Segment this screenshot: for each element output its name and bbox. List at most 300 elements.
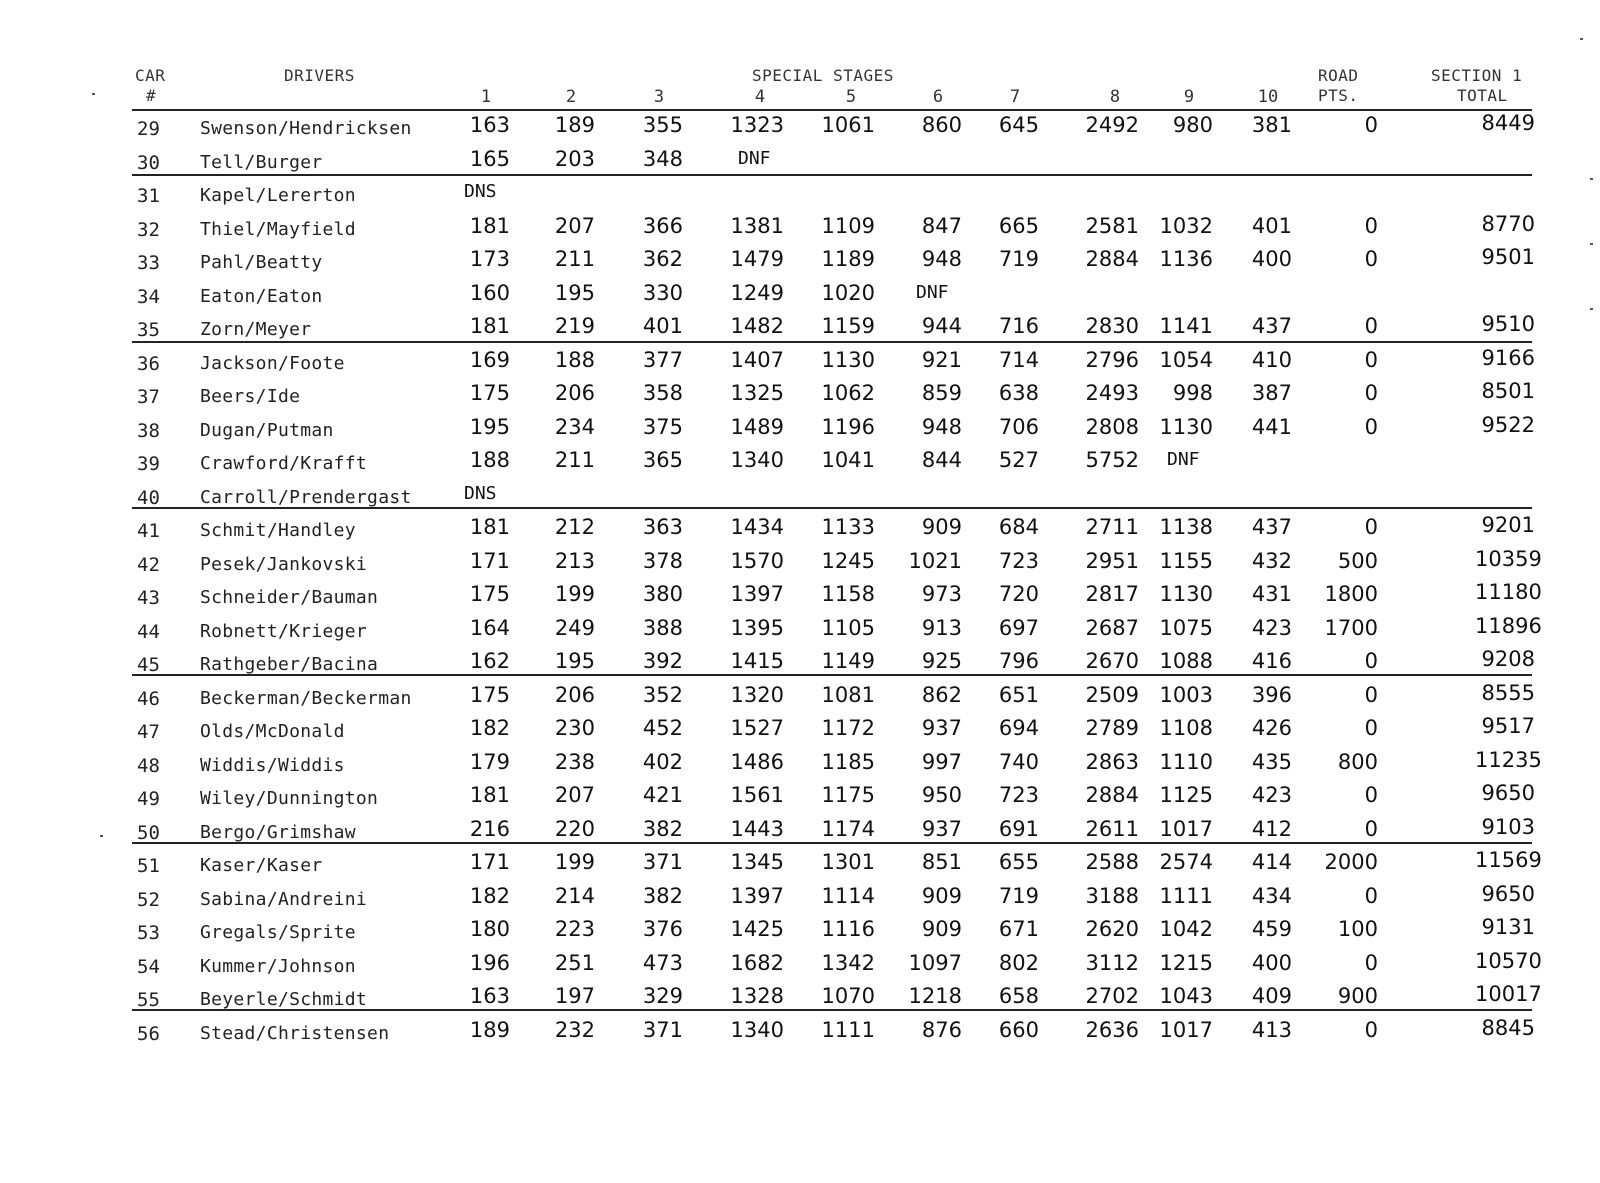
stage-8-time: 2588 <box>1085 850 1139 874</box>
stage-5-header: 5 <box>845 87 857 107</box>
stage-7-time: 716 <box>998 314 1039 338</box>
stage-9-time: 1108 <box>1159 716 1213 740</box>
section-total: 9650 <box>1481 781 1535 805</box>
road-points: 0 <box>1364 247 1378 271</box>
stage-10-time: 381 <box>1251 113 1292 137</box>
stage-6-time: 921 <box>921 347 962 372</box>
section-total: 9166 <box>1481 345 1535 370</box>
road-points: 0 <box>1364 515 1378 539</box>
road-points: 0 <box>1364 783 1378 807</box>
road-points: 0 <box>1364 682 1378 707</box>
stage-9-time: 980 <box>1172 113 1213 137</box>
stage-8-time: 2509 <box>1085 682 1139 707</box>
driver-names: Dugan/Putman <box>200 419 334 441</box>
stage-9-time: 1111 <box>1159 883 1213 908</box>
stage-6-time: 847 <box>921 213 962 238</box>
car-number: 55 <box>137 989 160 1011</box>
stage-4-time: 1395 <box>730 615 784 640</box>
stage-2-time: 199 <box>554 582 595 606</box>
car-number: 31 <box>137 185 160 207</box>
stage-10-time: 400 <box>1251 247 1292 271</box>
stage-10-time: 409 <box>1251 984 1292 1008</box>
stage-1-time: 189 <box>469 1017 510 1042</box>
driver-names: Robnett/Krieger <box>200 620 368 642</box>
stage-5-time: 1130 <box>821 347 875 372</box>
stage-6-time: 844 <box>921 448 962 472</box>
stage-3-time: 382 <box>642 883 683 908</box>
driver-names: Beyerle/Schmidt <box>200 989 368 1010</box>
stage-6-time: 937 <box>921 716 962 740</box>
stage-9-time: 998 <box>1172 381 1213 405</box>
stage-6-time: 937 <box>921 816 962 841</box>
car-number: 36 <box>137 352 160 375</box>
stage-2-time: 207 <box>554 213 595 238</box>
stage-1-time: 179 <box>469 749 510 774</box>
stage-4-time: DNF <box>738 147 771 169</box>
stage-2-time: 199 <box>554 850 595 874</box>
stage-2-time: 249 <box>554 615 595 640</box>
stage-6-time: 925 <box>921 649 962 673</box>
stage-3-time: 421 <box>642 783 683 807</box>
stage-2-time: 197 <box>554 984 595 1008</box>
stage-10-time: 437 <box>1251 515 1292 539</box>
stage-9-time: 1155 <box>1159 548 1213 573</box>
stage-3-time: 352 <box>642 682 683 707</box>
stage-2-time: 211 <box>554 247 595 271</box>
road-points: 0 <box>1364 716 1378 740</box>
stage-10-time: 412 <box>1251 816 1292 841</box>
road-points: 0 <box>1364 883 1378 908</box>
stage-5-time: 1342 <box>821 950 875 975</box>
car-number: 33 <box>137 252 160 274</box>
driver-names: Olds/McDonald <box>200 721 345 742</box>
stage-8-time: 2808 <box>1085 414 1139 439</box>
road-points: 0 <box>1364 414 1378 439</box>
stage-7-time: 691 <box>998 816 1039 841</box>
stage-3-time: 366 <box>642 213 683 238</box>
stage-7-time: 658 <box>998 984 1039 1008</box>
driver-names: Rathgeber/Bacina <box>200 654 379 675</box>
stage-5-time: 1196 <box>821 414 875 439</box>
stage-2-time: 251 <box>554 950 595 975</box>
stage-9-time: 1054 <box>1159 347 1213 372</box>
stage-10-time: 426 <box>1251 716 1292 740</box>
header-car-number: # <box>146 86 157 105</box>
stage-3-time: 392 <box>642 649 683 673</box>
stage-4-time: 1434 <box>730 515 784 539</box>
section-total: 8449 <box>1481 111 1535 135</box>
stage-9-time: 1130 <box>1159 414 1213 439</box>
stage-9-time: 1125 <box>1159 783 1213 807</box>
driver-names: Eaton/Eaton <box>200 285 323 307</box>
car-number: 32 <box>137 218 160 241</box>
stage-6-time: 876 <box>921 1017 962 1042</box>
road-points: 0 <box>1364 381 1378 405</box>
stage-4-time: 1489 <box>730 414 784 439</box>
stage-1-time: 165 <box>469 146 510 171</box>
stage-8-time: 2884 <box>1085 247 1139 271</box>
stage-4-time: 1561 <box>730 783 784 807</box>
stage-8-time: 2863 <box>1085 749 1139 774</box>
stage-10-time: 414 <box>1251 850 1292 874</box>
car-number: 56 <box>137 1022 160 1045</box>
stage-7-time: 527 <box>998 448 1039 472</box>
stage-1-time: 181 <box>469 213 510 238</box>
stage-7-time: 645 <box>998 113 1039 137</box>
driver-names: Gregals/Sprite <box>200 922 356 943</box>
stage-4-time: 1527 <box>730 716 784 740</box>
stage-10-time: 441 <box>1251 414 1292 439</box>
stage-6-time: 909 <box>921 515 962 539</box>
section-total: 9522 <box>1481 412 1535 437</box>
stage-4-time: 1482 <box>730 314 784 338</box>
stage-1-header: 1 <box>480 87 492 107</box>
driver-names: Schmit/Handley <box>200 520 356 541</box>
stage-4-time: 1415 <box>730 649 784 673</box>
stage-9-time: 1215 <box>1159 950 1213 975</box>
stage-3-time: 452 <box>642 716 683 740</box>
stage-8-time: 2830 <box>1085 314 1139 338</box>
stage-8-time: 3188 <box>1085 883 1139 908</box>
stage-8-time: 2611 <box>1085 816 1139 841</box>
section-total: 9208 <box>1481 647 1535 671</box>
stage-7-time: 651 <box>998 682 1039 707</box>
stage-9-time: DNF <box>1167 449 1200 470</box>
stage-1-time: 181 <box>469 783 510 807</box>
road-points: 1700 <box>1324 615 1378 640</box>
stage-1-time: 175 <box>469 582 510 606</box>
stage-10-time: 387 <box>1251 381 1292 405</box>
car-number: 47 <box>137 721 160 743</box>
car-number: 50 <box>137 821 160 844</box>
stage-7-time: 694 <box>998 716 1039 740</box>
stage-2-time: 195 <box>554 280 595 305</box>
driver-names: Stead/Christensen <box>200 1022 390 1044</box>
scan-mark <box>1590 308 1593 310</box>
car-number: 53 <box>137 922 160 944</box>
section-total: 10017 <box>1475 982 1542 1006</box>
car-number: 35 <box>137 319 160 341</box>
stage-8-time: 2687 <box>1085 615 1139 640</box>
header-special-stages: SPECIAL STAGES <box>752 66 894 85</box>
stage-2-time: 230 <box>554 716 595 740</box>
stage-8-time: 2493 <box>1085 381 1139 405</box>
stage-1-time: 171 <box>469 850 510 874</box>
stage-7-time: 723 <box>998 783 1039 807</box>
stage-1-time: 171 <box>469 548 510 573</box>
section-total: 11180 <box>1475 580 1542 604</box>
driver-names: Jackson/Foote <box>200 352 345 374</box>
stage-6-time: 859 <box>921 381 962 405</box>
header-section: SECTION 1 <box>1431 66 1523 85</box>
section-total: 9103 <box>1481 814 1535 839</box>
header-rule <box>132 109 1532 111</box>
stage-5-time: 1105 <box>821 615 875 640</box>
road-points: 500 <box>1337 548 1378 573</box>
stage-5-time: 1081 <box>821 682 875 707</box>
car-number: 51 <box>137 855 160 877</box>
road-points: 0 <box>1364 314 1378 338</box>
stage-1-time: 182 <box>469 716 510 740</box>
stage-8-time: 2702 <box>1085 984 1139 1008</box>
section-total: 11235 <box>1475 747 1542 772</box>
road-points: 0 <box>1364 113 1378 137</box>
stage-4-time: 1570 <box>730 548 784 573</box>
scan-mark <box>1580 38 1583 40</box>
road-points: 100 <box>1337 917 1378 941</box>
driver-names: Kummer/Johnson <box>200 955 356 977</box>
driver-names: Schneider/Bauman <box>200 587 379 608</box>
stage-2-time: 207 <box>554 783 595 807</box>
stage-4-time: 1381 <box>730 213 784 238</box>
car-number: 38 <box>137 419 160 442</box>
stage-4-time: 1479 <box>730 247 784 271</box>
stage-10-time: 396 <box>1251 682 1292 707</box>
stage-5-time: 1185 <box>821 749 875 774</box>
driver-names: Crawford/Krafft <box>200 453 368 474</box>
stage-6-time: 851 <box>921 850 962 874</box>
stage-4-time: 1425 <box>730 917 784 941</box>
stage-4-time: 1320 <box>730 682 784 707</box>
stage-2-time: 234 <box>554 414 595 439</box>
stage-1-time: 164 <box>469 615 510 640</box>
stage-5-time: 1301 <box>821 850 875 874</box>
car-number: 52 <box>137 888 160 911</box>
stage-7-time: 697 <box>998 615 1039 640</box>
scan-mark <box>100 835 103 837</box>
stage-9-time: 1042 <box>1159 917 1213 941</box>
car-number: 34 <box>137 285 160 308</box>
stage-6-time: 913 <box>921 615 962 640</box>
stage-8-time: 2789 <box>1085 716 1139 740</box>
stage-6-time: 909 <box>921 917 962 941</box>
stage-1-time: 196 <box>469 950 510 975</box>
car-number: 30 <box>137 151 160 174</box>
stage-5-time: 1149 <box>821 649 875 673</box>
stage-5-time: 1020 <box>821 280 875 305</box>
section-total: 9517 <box>1481 714 1535 738</box>
stage-7-time: 638 <box>998 381 1039 405</box>
section-total: 10359 <box>1475 546 1542 571</box>
stage-6-time: DNF <box>916 281 949 303</box>
stage-4-time: 1443 <box>730 816 784 841</box>
stage-7-time: 684 <box>998 515 1039 539</box>
stage-5-time: 1109 <box>821 213 875 238</box>
stage-2-time: 238 <box>554 749 595 774</box>
road-points: 900 <box>1337 984 1378 1008</box>
stage-9-time: 1088 <box>1159 649 1213 673</box>
stage-9-time: 1032 <box>1159 213 1213 238</box>
stage-4-time: 1325 <box>730 381 784 405</box>
stage-10-time: 431 <box>1251 582 1292 606</box>
stage-7-time: 740 <box>998 749 1039 774</box>
scan-mark <box>1590 243 1593 245</box>
stage-2-time: 188 <box>554 347 595 372</box>
stage-7-time: 665 <box>998 213 1039 238</box>
stage-8-time: 2492 <box>1085 113 1139 137</box>
stage-3-time: 377 <box>642 347 683 372</box>
scan-mark <box>1590 178 1593 180</box>
stage-10-time: 437 <box>1251 314 1292 338</box>
driver-names: Kaser/Kaser <box>200 855 323 876</box>
stage-8-time: 2951 <box>1085 548 1139 573</box>
header-road: ROAD <box>1318 66 1359 85</box>
stage-9-time: 1141 <box>1159 314 1213 338</box>
stage-3-time: 376 <box>642 917 683 941</box>
stage-9-time: 2574 <box>1159 850 1213 874</box>
stage-8-time: 5752 <box>1085 448 1139 472</box>
header-pts: PTS. <box>1318 86 1359 105</box>
stage-10-time: 423 <box>1251 615 1292 640</box>
stage-7-time: 802 <box>998 950 1039 975</box>
stage-3-time: 371 <box>642 1017 683 1042</box>
stage-8-time: 2711 <box>1085 515 1139 539</box>
stage-9-time: 1138 <box>1159 515 1213 539</box>
stage-7-time: 655 <box>998 850 1039 874</box>
stage-5-time: 1172 <box>821 716 875 740</box>
stage-7-time: 714 <box>998 347 1039 372</box>
stage-2-time: 219 <box>554 314 595 338</box>
header-total: TOTAL <box>1457 86 1508 105</box>
road-points: 800 <box>1337 749 1378 774</box>
stage-7-header: 7 <box>1009 87 1021 107</box>
driver-names: Sabina/Andreini <box>200 888 368 910</box>
stage-6-header: 6 <box>932 87 944 107</box>
stage-2-time: 206 <box>554 381 595 405</box>
road-points: 0 <box>1364 950 1378 975</box>
stage-4-time: 1397 <box>730 883 784 908</box>
stage-4-time: 1345 <box>730 850 784 874</box>
section-total: 8555 <box>1481 680 1535 705</box>
stage-5-time: 1174 <box>821 816 875 841</box>
stage-1-time: 160 <box>469 280 510 305</box>
stage-10-time: 400 <box>1251 950 1292 975</box>
section-total: 9650 <box>1481 881 1535 906</box>
stage-4-time: 1249 <box>730 280 784 305</box>
car-number: 48 <box>137 754 160 777</box>
driver-names: Thiel/Mayfield <box>200 218 356 240</box>
stage-4-time: 1407 <box>730 347 784 372</box>
stage-1-time: 175 <box>469 682 510 707</box>
stage-3-time: 375 <box>642 414 683 439</box>
car-number: 49 <box>137 788 160 810</box>
stage-3-header: 3 <box>653 87 665 107</box>
stage-7-time: 660 <box>998 1017 1039 1042</box>
stage-3-time: 371 <box>642 850 683 874</box>
stage-1-time: 173 <box>469 247 510 271</box>
stage-1-time: DNS <box>464 482 497 504</box>
stage-9-time: 1003 <box>1159 682 1213 707</box>
stage-3-time: 380 <box>642 582 683 606</box>
stage-6-time: 860 <box>921 113 962 137</box>
stage-3-time: 378 <box>642 548 683 573</box>
road-points: 0 <box>1364 649 1378 673</box>
stage-5-time: 1158 <box>821 582 875 606</box>
stage-2-time: 223 <box>554 917 595 941</box>
driver-names: Beckerman/Beckerman <box>200 687 412 709</box>
stage-10-time: 410 <box>1251 347 1292 372</box>
car-number: 46 <box>137 687 160 710</box>
stage-5-time: 1061 <box>821 113 875 137</box>
stage-7-time: 720 <box>998 582 1039 606</box>
stage-3-time: 473 <box>642 950 683 975</box>
stage-1-time: DNS <box>464 181 497 202</box>
stage-1-time: 163 <box>469 113 510 137</box>
stage-2-header: 2 <box>565 87 577 107</box>
stage-6-time: 948 <box>921 414 962 439</box>
stage-3-time: 358 <box>642 381 683 405</box>
car-number: 45 <box>137 654 160 676</box>
stage-7-time: 719 <box>998 883 1039 908</box>
stage-5-time: 1245 <box>821 548 875 573</box>
section-total: 8845 <box>1481 1015 1535 1040</box>
stage-5-time: 1070 <box>821 984 875 1008</box>
car-number: 40 <box>137 486 160 509</box>
stage-8-time: 2581 <box>1085 213 1139 238</box>
driver-names: Pahl/Beatty <box>200 252 323 273</box>
stage-1-time: 181 <box>469 314 510 338</box>
stage-1-time: 181 <box>469 515 510 539</box>
stage-4-time: 1323 <box>730 113 784 137</box>
stage-2-time: 211 <box>554 448 595 472</box>
car-number: 41 <box>137 520 160 542</box>
stage-4-time: 1397 <box>730 582 784 606</box>
stage-1-time: 182 <box>469 883 510 908</box>
stage-5-time: 1114 <box>821 883 875 908</box>
stage-3-time: 363 <box>642 515 683 539</box>
stage-4-time: 1340 <box>730 448 784 472</box>
section-total: 9501 <box>1481 245 1535 269</box>
driver-names: Bergo/Grimshaw <box>200 821 356 843</box>
stage-3-time: 388 <box>642 615 683 640</box>
stage-7-time: 796 <box>998 649 1039 673</box>
stage-6-time: 948 <box>921 247 962 271</box>
driver-names: Wiley/Dunnington <box>200 788 379 809</box>
section-total: 8770 <box>1481 211 1535 236</box>
road-points: 0 <box>1364 347 1378 372</box>
stage-6-time: 944 <box>921 314 962 338</box>
driver-names: Zorn/Meyer <box>200 319 312 340</box>
stage-8-time: 2670 <box>1085 649 1139 673</box>
stage-5-time: 1175 <box>821 783 875 807</box>
stage-1-time: 180 <box>469 917 510 941</box>
car-number: 39 <box>137 453 160 475</box>
stage-5-time: 1116 <box>821 917 875 941</box>
stage-3-time: 401 <box>642 314 683 338</box>
driver-names: Kapel/Lererton <box>200 185 356 206</box>
stage-4-header: 4 <box>754 87 766 107</box>
car-number: 37 <box>137 386 160 408</box>
stage-10-header: 10 <box>1257 87 1279 107</box>
stage-8-time: 2636 <box>1085 1017 1139 1042</box>
section-total: 9201 <box>1481 513 1535 537</box>
driver-names: Pesek/Jankovski <box>200 553 368 575</box>
stage-9-time: 1110 <box>1159 749 1213 774</box>
stage-2-time: 213 <box>554 548 595 573</box>
stage-9-time: 1136 <box>1159 247 1213 271</box>
stage-5-time: 1189 <box>821 247 875 271</box>
stage-6-time: 909 <box>921 883 962 908</box>
stage-2-time: 232 <box>554 1017 595 1042</box>
stage-4-time: 1328 <box>730 984 784 1008</box>
stage-2-time: 203 <box>554 146 595 171</box>
car-number: 54 <box>137 955 160 978</box>
stage-10-time: 413 <box>1251 1017 1292 1042</box>
car-number: 42 <box>137 553 160 576</box>
stage-6-time: 1097 <box>908 950 962 975</box>
car-number: 43 <box>137 587 160 609</box>
road-points: 2000 <box>1324 850 1378 874</box>
